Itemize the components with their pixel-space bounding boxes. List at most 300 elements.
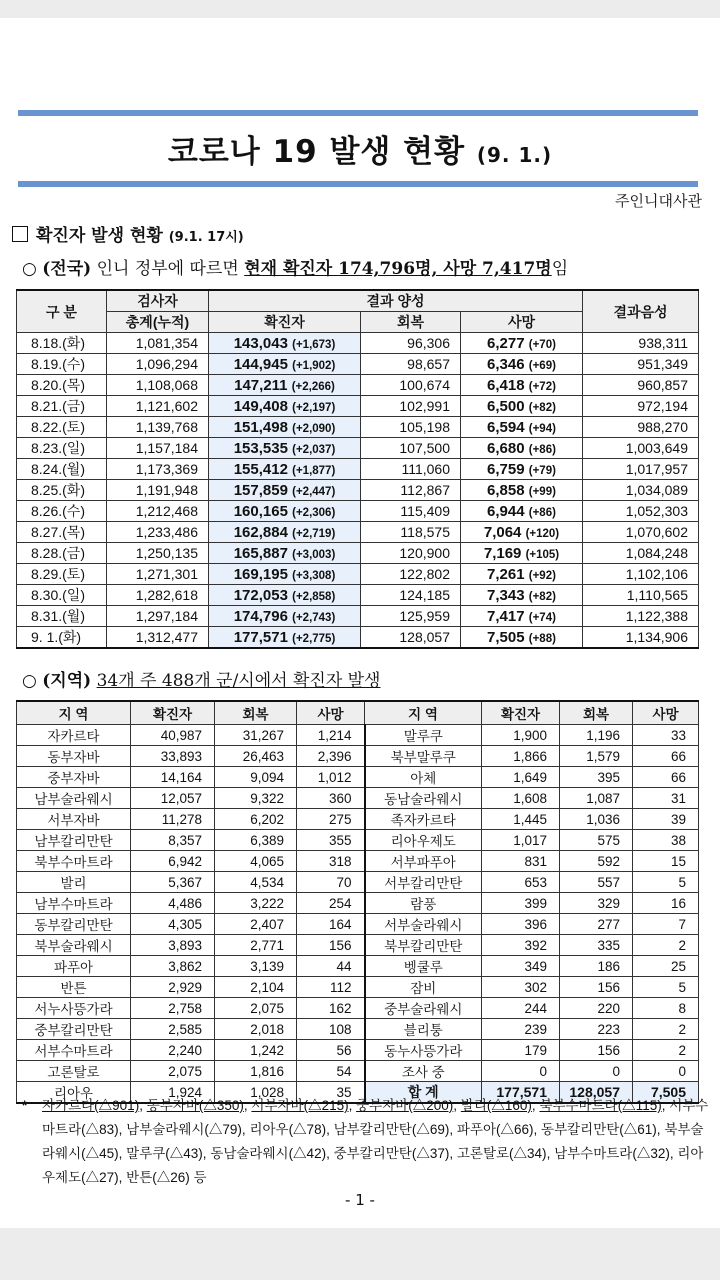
footnote-region: 동부자바 — [146, 1098, 199, 1113]
region-confirmed: 3,893 — [131, 935, 215, 956]
region-confirmed: 2,240 — [131, 1040, 215, 1061]
header-confirmed: 확진자 — [482, 701, 560, 725]
region-name: 중부칼리만탄 — [17, 1019, 131, 1040]
region-name: 아체 — [365, 767, 482, 788]
header-recovered: 회복 — [361, 312, 461, 333]
row-recovered: 100,674 — [361, 375, 461, 396]
row-deaths-total: 7,343 — [487, 586, 525, 604]
row-confirmed-increase: (+1,877) — [292, 464, 336, 477]
footnote-increase: (△215) — [303, 1098, 349, 1113]
row-confirmed — [209, 333, 361, 354]
region-deaths: 25 — [633, 956, 699, 977]
row-tests: 1,096,294 — [107, 354, 209, 375]
row-date: 8.28.(금) — [17, 543, 107, 564]
row-confirmed — [209, 417, 361, 438]
region-recovered: 6,389 — [215, 830, 297, 851]
row-negative: 938,311 — [583, 333, 699, 354]
row-confirmed — [209, 564, 361, 585]
region-recovered: 156 — [560, 1040, 633, 1061]
region-confirmed: 1,924 — [131, 1082, 215, 1104]
footnote-region: 리아우제도 — [42, 1146, 704, 1185]
footnote-increase: (△200) — [408, 1098, 454, 1113]
footnote-increase: (△79) — [204, 1122, 242, 1137]
regional-label: (지역) — [42, 671, 92, 691]
row-deaths-increase: (+72) — [528, 380, 556, 393]
region-recovered: 1,028 — [215, 1082, 297, 1104]
row-deaths — [461, 543, 583, 564]
row-confirmed — [209, 543, 361, 564]
page-title — [0, 126, 720, 171]
header-recovered: 회복 — [560, 701, 633, 725]
section-heading-time: (9.1. 17시) — [168, 230, 244, 245]
region-recovered: 9,322 — [215, 788, 297, 809]
region-confirmed: 1,649 — [482, 767, 560, 788]
row-date: 8.29.(토) — [17, 564, 107, 585]
row-negative: 1,102,106 — [583, 564, 699, 585]
footnote-increase: (△32) — [632, 1146, 670, 1161]
row-confirmed-increase: (+2,266) — [291, 380, 335, 393]
region-recovered: 1,579 — [560, 746, 633, 767]
region-deaths: 164 — [297, 914, 365, 935]
footnote-region: 북부수마트라 — [539, 1098, 618, 1113]
region-deaths: 8 — [633, 998, 699, 1019]
region-recovered: 1,242 — [215, 1040, 297, 1061]
region-confirmed: 4,486 — [131, 893, 215, 914]
national-label: (전국) — [42, 259, 92, 279]
row-confirmed-total: 153,535 — [233, 439, 288, 457]
region-deaths: 5 — [633, 977, 699, 998]
total-deaths: 7,505 — [633, 1082, 699, 1104]
region-name: 조사 중 — [365, 1061, 482, 1082]
row-confirmed-increase: (+2,090) — [292, 422, 336, 435]
row-confirmed-total: 144,945 — [233, 355, 288, 373]
footnote-increase: (△69) — [411, 1122, 450, 1137]
region-recovered: 3,139 — [215, 956, 297, 977]
region-recovered: 329 — [560, 893, 633, 914]
regional-text: 34개 주 488개 군/시에서 확진자 발생 — [96, 671, 381, 691]
table-row — [17, 1040, 699, 1061]
region-name: 발리 — [17, 872, 131, 893]
footnote-region: 남부칼리만탄 — [333, 1122, 412, 1137]
region-name: 리아우 — [17, 1082, 131, 1104]
row-date: 8.27.(목) — [17, 522, 107, 543]
region-deaths: 39 — [633, 809, 699, 830]
region-confirmed: 2,758 — [131, 998, 215, 1019]
footnote-item — [334, 1122, 450, 1137]
row-deaths-total: 7,505 — [487, 628, 525, 646]
region-deaths: 38 — [633, 830, 699, 851]
region-confirmed: 11,278 — [131, 809, 215, 830]
footnote-increase: (△27) — [81, 1170, 119, 1185]
row-negative: 951,349 — [583, 354, 699, 375]
row-deaths-total: 7,169 — [483, 544, 522, 562]
row-confirmed-total: 165,887 — [233, 544, 288, 562]
row-negative: 960,857 — [583, 375, 699, 396]
region-name: 반튼 — [17, 977, 131, 998]
row-deaths-increase: (+94) — [528, 422, 556, 435]
region-deaths: 31 — [633, 788, 699, 809]
row-deaths-total: 6,346 — [487, 355, 525, 373]
region-confirmed: 33,893 — [131, 746, 215, 767]
row-tests: 1,250,135 — [107, 543, 209, 564]
table-row — [17, 522, 699, 543]
region-recovered: 575 — [560, 830, 633, 851]
region-confirmed: 8,357 — [131, 830, 215, 851]
region-name: 동남술라웨시 — [365, 788, 482, 809]
table-row — [17, 935, 699, 956]
table-row — [17, 459, 699, 480]
region-confirmed: 4,305 — [131, 914, 215, 935]
row-confirmed-increase: (+2,743) — [292, 611, 336, 624]
table-row — [17, 893, 699, 914]
footnote-region: 자카르타 — [42, 1098, 95, 1113]
row-deaths-total: 6,418 — [487, 376, 525, 394]
footnote-increase: (△61) — [619, 1122, 657, 1137]
footnote-ending: 등 — [193, 1170, 207, 1185]
region-confirmed: 831 — [482, 851, 560, 872]
region-deaths: 2 — [633, 1019, 699, 1040]
table-row — [17, 543, 699, 564]
region-recovered: 3,222 — [215, 893, 297, 914]
footnote-region: 파푸아 — [456, 1122, 496, 1137]
footnote-region: 동부칼리만탄 — [541, 1122, 620, 1137]
region-deaths: 66 — [633, 746, 699, 767]
footnote-region: 남부술라웨시 — [126, 1122, 205, 1137]
row-tests: 1,233,486 — [107, 522, 209, 543]
row-confirmed-increase: (+1,673) — [292, 338, 336, 351]
region-name: 남부술라웨시 — [17, 788, 131, 809]
row-deaths-increase: (+86) — [528, 443, 556, 456]
row-deaths-increase: (+88) — [528, 632, 556, 645]
region-deaths: 54 — [297, 1061, 365, 1082]
region-confirmed: 12,057 — [131, 788, 215, 809]
row-confirmed — [209, 375, 361, 396]
footnote — [22, 1094, 712, 1190]
region-deaths: 16 — [633, 893, 699, 914]
row-date: 8.31.(월) — [17, 606, 107, 627]
page-number: - 1 - — [345, 1191, 375, 1209]
row-deaths-total: 6,500 — [487, 397, 525, 415]
region-confirmed: 6,942 — [131, 851, 215, 872]
row-confirmed — [209, 438, 361, 459]
header-negative: 결과음성 — [583, 290, 699, 333]
table-row — [17, 375, 699, 396]
row-tests: 1,282,618 — [107, 585, 209, 606]
region-deaths: 2 — [633, 1040, 699, 1061]
row-confirmed — [209, 354, 361, 375]
row-deaths — [461, 522, 583, 543]
row-confirmed-increase: (+2,197) — [292, 401, 336, 414]
row-deaths-increase: (+82) — [528, 590, 556, 603]
footnote-region: 중부자바 — [356, 1098, 409, 1113]
table-row — [17, 830, 699, 851]
regional-table — [16, 700, 699, 1104]
region-recovered: 26,463 — [215, 746, 297, 767]
row-tests: 1,297,184 — [107, 606, 209, 627]
region-recovered: 2,104 — [215, 977, 297, 998]
row-recovered: 107,500 — [361, 438, 461, 459]
region-recovered: 1,196 — [560, 725, 633, 746]
region-name: 서부파푸아 — [365, 851, 482, 872]
row-negative: 1,017,957 — [583, 459, 699, 480]
row-date: 8.30.(일) — [17, 585, 107, 606]
table-row — [17, 956, 699, 977]
row-deaths-total: 6,759 — [487, 460, 525, 478]
table-row — [17, 564, 699, 585]
footnote-increase: (△66) — [496, 1122, 534, 1137]
regional-summary — [22, 666, 380, 691]
national-ending: 임 — [551, 259, 569, 279]
region-deaths: 254 — [297, 893, 365, 914]
region-recovered: 1,087 — [560, 788, 633, 809]
row-negative: 1,070,602 — [583, 522, 699, 543]
region-recovered: 220 — [560, 998, 633, 1019]
region-deaths: 360 — [297, 788, 365, 809]
region-confirmed: 0 — [482, 1061, 560, 1082]
region-deaths: 156 — [297, 935, 365, 956]
footnote-region: 발리 — [460, 1098, 487, 1113]
footnote-item — [539, 1098, 661, 1113]
square-bullet-icon — [12, 226, 28, 242]
region-name: 서누사뜽가라 — [17, 998, 131, 1019]
footnote-increase: (△350) — [198, 1098, 244, 1113]
row-date: 9. 1.(화) — [17, 627, 107, 649]
region-confirmed: 349 — [482, 956, 560, 977]
footnote-text: 자카르타(△901), 동부자바(△350), 서부자바(△215), 중부자바(△200), 발리(△160), 북부수마트라(△115), 서부수마트라(△83), 남부술라웨시(△79), 리아우(△78), 남부칼리만탄(△69), 파푸아(△66), 동부칼리만탄(△61), 북부술라웨시(△45), 말루쿠(△43), 동남술라웨시(△42), 중부칼리만탄(△37), 고론탈로(△34), 남부수마트라(△32), 리아우제도(△27), 반튼(△26) 등 — [42, 1098, 709, 1185]
row-deaths-increase: (+92) — [528, 569, 556, 582]
row-deaths — [461, 438, 583, 459]
region-recovered: 2,407 — [215, 914, 297, 935]
header-tests-sub: 총계(누적) — [107, 312, 209, 333]
row-confirmed — [209, 522, 361, 543]
footnote-item — [334, 1146, 450, 1161]
national-summary — [22, 254, 568, 279]
region-recovered: 6,202 — [215, 809, 297, 830]
region-recovered: 4,534 — [215, 872, 297, 893]
table-row — [17, 914, 699, 935]
row-deaths — [461, 501, 583, 522]
region-name: 서부수마트라 — [17, 1040, 131, 1061]
footnote-item — [541, 1122, 657, 1137]
region-recovered: 2,018 — [215, 1019, 297, 1040]
region-deaths: 2,396 — [297, 746, 365, 767]
row-deaths-total: 6,944 — [487, 502, 525, 520]
row-confirmed-increase: (+2,858) — [292, 590, 336, 603]
row-confirmed-increase: (+2,719) — [292, 527, 336, 540]
table-row — [17, 417, 699, 438]
region-deaths: 318 — [297, 851, 365, 872]
header-confirmed: 확진자 — [209, 312, 361, 333]
row-recovered: 128,057 — [361, 627, 461, 649]
row-date: 8.23.(일) — [17, 438, 107, 459]
footnote-increase: (△78) — [288, 1122, 327, 1137]
footnote-region: 리아우 — [249, 1122, 289, 1137]
row-tests: 1,121,602 — [107, 396, 209, 417]
row-deaths-increase: (+74) — [528, 611, 556, 624]
footnote-increase: (△42) — [288, 1146, 327, 1161]
region-confirmed: 653 — [482, 872, 560, 893]
region-confirmed: 244 — [482, 998, 560, 1019]
row-recovered: 122,802 — [361, 564, 461, 585]
table-row — [17, 1019, 699, 1040]
region-deaths: 1,214 — [297, 725, 365, 746]
regional-table-body — [17, 725, 699, 1104]
region-name: 벵쿨루 — [365, 956, 482, 977]
region-recovered: 0 — [560, 1061, 633, 1082]
region-recovered: 592 — [560, 851, 633, 872]
table-row — [17, 501, 699, 522]
row-negative: 1,003,649 — [583, 438, 699, 459]
region-confirmed: 239 — [482, 1019, 560, 1040]
table-row — [17, 438, 699, 459]
table-row — [17, 767, 699, 788]
row-negative: 1,052,303 — [583, 501, 699, 522]
region-name: 자카르타 — [17, 725, 131, 746]
row-tests: 1,271,301 — [107, 564, 209, 585]
footnote-item — [42, 1098, 139, 1113]
footnote-region: 말루쿠 — [126, 1146, 166, 1161]
region-deaths: 162 — [297, 998, 365, 1019]
region-confirmed: 1,017 — [482, 830, 560, 851]
footnote-item — [249, 1122, 326, 1137]
document-page — [0, 18, 720, 1228]
row-deaths-increase: (+70) — [528, 338, 556, 351]
region-recovered: 4,065 — [215, 851, 297, 872]
header-tests: 검사자 — [107, 290, 209, 312]
region-confirmed: 392 — [482, 935, 560, 956]
region-confirmed: 302 — [482, 977, 560, 998]
row-confirmed — [209, 606, 361, 627]
region-recovered: 277 — [560, 914, 633, 935]
table-row — [17, 809, 699, 830]
row-confirmed-total: 177,571 — [233, 628, 288, 646]
footnote-increase: (△160) — [486, 1098, 532, 1113]
region-confirmed: 2,075 — [131, 1061, 215, 1082]
row-deaths-increase: (+82) — [528, 401, 556, 414]
footnote-increase: (△115) — [617, 1098, 662, 1113]
footnote-item — [356, 1098, 453, 1113]
row-confirmed — [209, 501, 361, 522]
region-recovered: 557 — [560, 872, 633, 893]
row-deaths-total: 6,680 — [487, 439, 525, 457]
circle-bullet-icon: ○ — [22, 671, 37, 691]
footnote-item — [147, 1098, 244, 1113]
table-row — [17, 585, 699, 606]
row-confirmed-total: 157,859 — [233, 481, 288, 499]
row-tests: 1,108,068 — [107, 375, 209, 396]
row-negative: 1,110,565 — [583, 585, 699, 606]
footnote-item — [126, 1122, 242, 1137]
row-date: 8.24.(월) — [17, 459, 107, 480]
table-row — [17, 627, 699, 649]
footnote-item — [457, 1122, 534, 1137]
row-recovered: 105,198 — [361, 417, 461, 438]
region-recovered: 395 — [560, 767, 633, 788]
region-recovered: 9,094 — [215, 767, 297, 788]
region-name: 파푸아 — [17, 956, 131, 977]
region-name: 잠비 — [365, 977, 482, 998]
region-name: 동부칼리만탄 — [17, 914, 131, 935]
row-deaths — [461, 396, 583, 417]
row-recovered: 96,306 — [361, 333, 461, 354]
footnote-item — [461, 1098, 532, 1113]
region-deaths: 355 — [297, 830, 365, 851]
footnote-item — [210, 1146, 326, 1161]
region-recovered: 335 — [560, 935, 633, 956]
row-recovered: 124,185 — [361, 585, 461, 606]
region-name: 중부자바 — [17, 767, 131, 788]
row-confirmed — [209, 585, 361, 606]
region-name: 북부수마트라 — [17, 851, 131, 872]
region-recovered: 2,075 — [215, 998, 297, 1019]
table-row — [17, 977, 699, 998]
header-region: 지 역 — [365, 701, 482, 725]
row-date: 8.20.(목) — [17, 375, 107, 396]
table-row — [17, 872, 699, 893]
region-recovered: 1,036 — [560, 809, 633, 830]
row-negative: 988,270 — [583, 417, 699, 438]
national-daily-table — [16, 289, 699, 649]
footnote-increase: (△43) — [165, 1146, 203, 1161]
row-deaths — [461, 333, 583, 354]
row-deaths — [461, 585, 583, 606]
row-recovered: 118,575 — [361, 522, 461, 543]
region-deaths: 44 — [297, 956, 365, 977]
row-deaths — [461, 354, 583, 375]
row-confirmed — [209, 627, 361, 649]
region-name: 리아우제도 — [365, 830, 482, 851]
region-name: 북부말루쿠 — [365, 746, 482, 767]
row-confirmed-total: 169,195 — [233, 565, 288, 583]
row-deaths — [461, 417, 583, 438]
total-label: 합 계 — [365, 1082, 482, 1104]
row-deaths-increase: (+99) — [528, 485, 556, 498]
footnote-item — [126, 1170, 190, 1185]
circle-bullet-icon: ○ — [22, 259, 37, 279]
region-deaths: 70 — [297, 872, 365, 893]
region-name: 북부술라웨시 — [17, 935, 131, 956]
table-row — [17, 480, 699, 501]
organization-name: 주인니대사관 — [615, 192, 702, 210]
row-confirmed-increase: (+3,003) — [292, 548, 336, 561]
table-row — [17, 746, 699, 767]
row-confirmed-total: 151,498 — [233, 418, 288, 436]
region-deaths: 5 — [633, 872, 699, 893]
region-deaths: 1,012 — [297, 767, 365, 788]
row-negative: 1,084,248 — [583, 543, 699, 564]
region-name: 동부자바 — [17, 746, 131, 767]
national-text: 인니 정부에 따르면 — [96, 259, 239, 279]
row-confirmed-increase: (+3,308) — [292, 569, 336, 582]
table-row — [17, 354, 699, 375]
region-recovered: 31,267 — [215, 725, 297, 746]
footnote-item — [251, 1098, 348, 1113]
row-tests: 1,139,768 — [107, 417, 209, 438]
footnote-region: 동남술라웨시 — [210, 1146, 289, 1161]
row-deaths-total: 6,594 — [487, 418, 525, 436]
region-name: 서부자바 — [17, 809, 131, 830]
row-recovered: 98,657 — [361, 354, 461, 375]
footnote-increase: (△34) — [509, 1146, 547, 1161]
row-confirmed-total: 174,796 — [233, 607, 288, 625]
region-deaths: 56 — [297, 1040, 365, 1061]
header-confirmed: 확진자 — [131, 701, 215, 725]
region-deaths: 275 — [297, 809, 365, 830]
table-row — [17, 725, 699, 746]
region-confirmed: 1,866 — [482, 746, 560, 767]
row-tests: 1,173,369 — [107, 459, 209, 480]
national-table-body — [17, 333, 699, 649]
